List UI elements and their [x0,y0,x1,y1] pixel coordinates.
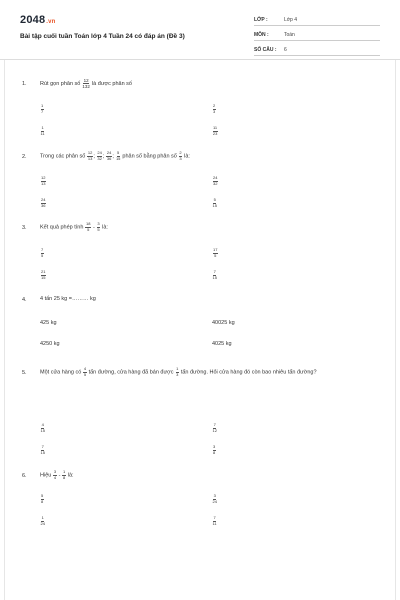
answer-option-d[interactable] [212,445,216,455]
denominator: 132 [82,84,90,89]
answer-option-a[interactable] [40,494,44,504]
numerator: 12 [83,78,89,83]
answer-option-b[interactable] [212,248,218,258]
numerator: 7 [213,422,216,427]
numerator: 7 [41,247,44,252]
question-text [40,78,132,90]
numerator: 24 [106,150,112,155]
answer-option-c[interactable] [40,270,46,280]
denominator: 15 [212,274,217,280]
answer-option-c[interactable]: 4250 kg [40,341,60,347]
question-text [40,367,380,378]
fraction [82,78,90,89]
denominator: 8 [62,474,66,480]
denominator: 5 [214,252,217,258]
denominator: 11 [40,130,45,136]
fraction [213,270,217,280]
text-segment: tấn đường. Hỏi cửa hàng đó còn bao nhiêu tấn đường? [180,369,317,376]
fraction [85,222,90,232]
numerator: 5 [117,150,120,155]
denominator: 36 [106,155,112,161]
denominator: 4 [53,474,57,480]
numerator: 21 [41,269,46,274]
text-segment: là: [67,472,74,479]
answer-option-b[interactable] [212,423,217,433]
numerator: 1 [62,469,66,474]
answer-option-d[interactable] [212,270,217,280]
fraction [213,198,217,208]
denominator: 3 [176,371,179,377]
answer-option-a[interactable] [40,176,46,186]
denominator: 3 [179,155,182,161]
text-segment: là được phân số [91,80,132,87]
denominator: 24 [40,520,45,526]
denominator: 8 [213,449,216,455]
denominator: 15 [40,427,45,433]
numerator: 2 [179,150,182,155]
answer-option-b[interactable] [212,494,217,504]
numerator: 7 [213,515,216,520]
numerator: 24 [97,150,102,155]
question-number: 3. [22,225,27,231]
fraction [41,270,46,280]
question-number: 6. [22,473,27,479]
denominator: 23 [212,130,218,136]
answer-option-d[interactable]: 4025 kg [212,341,232,347]
numerator: 3 [97,221,100,226]
answer-option-d[interactable] [212,198,217,208]
denominator: 5 [87,226,90,232]
page-title: Bài tập cuối tuần Toán lớp 4 Tuần 24 có đáp án (Đề 3) [20,33,185,40]
fraction [213,104,216,114]
logo-main: 2048 [20,14,46,26]
meta-label: MÔN : [254,32,269,38]
question-text [40,470,74,481]
fraction [116,151,120,161]
question-text: 4 tấn 25 kg =……… kg [40,296,96,302]
fraction [176,367,179,377]
text-segment: - [92,224,95,231]
numerator: 7 [213,269,216,274]
denominator: 8 [41,498,44,504]
text-segment: Hiệu [40,472,52,479]
answer-option-d[interactable] [212,516,217,526]
question-text: Trong các phân số $\frac{12}{13}$ ; $\frac{24}{32}$ ; $\frac{24}{36}$ ; $\frac{5}{15}$ phân số bằng phân số $\frac{2}{3}$ là: [40,150,190,161]
denominator: 15 [41,274,46,280]
fraction [41,494,44,504]
fraction [53,470,56,480]
numerator: 2 [213,103,216,108]
denominator: 36 [41,202,46,208]
numerator: 11 [213,125,218,130]
numerator: 5 [213,197,216,202]
fraction [87,151,92,161]
numerator: 1 [41,103,44,108]
fraction [41,126,45,136]
answer-option-a[interactable] [40,104,44,114]
numerator: 17 [213,247,218,252]
question-number: 5. [22,370,27,376]
numerator: 3 [53,469,57,474]
denominator: 13 [87,155,93,161]
text-segment: - [58,472,61,479]
fraction [41,423,45,433]
answer-option-c[interactable] [40,198,46,208]
answer-option-b[interactable] [212,104,216,114]
question-number: 1. [22,81,27,87]
denominator: 7 [41,108,44,114]
denominator: 3 [213,108,216,114]
text-segment: Trong các phân số [40,153,86,160]
answer-option-a[interactable] [40,423,45,433]
fraction [62,470,65,480]
numerator: 12 [41,175,46,180]
question-number: 4. [22,297,27,303]
numerator: 1 [41,515,44,520]
fraction [213,248,218,258]
denominator: 24 [212,498,217,504]
answer-option-d[interactable] [212,126,218,136]
denominator: 15 [212,202,217,208]
answer-option-c[interactable] [40,516,45,526]
logo-suffix: .vn [46,19,56,25]
answer-option-b[interactable]: 40025 kg [212,320,235,326]
denominator: 5 [41,252,44,258]
text-segment: Kết quả phép tính [40,224,84,231]
fraction [83,367,86,377]
denominator: 5 [83,371,87,377]
numerator: 7 [41,444,44,449]
numerator: 5 [41,493,44,498]
numerator: 1 [41,125,44,130]
text-segment: là: [184,153,190,160]
answer-option-b[interactable] [212,176,218,186]
text-segment: tấn đường, cửa hàng đã bán được [88,369,174,376]
answer-option-a[interactable]: 425 kg [40,320,57,326]
fraction [97,222,100,232]
answer-option-c[interactable] [40,445,45,455]
text-segment: Rút gọn phân số [40,80,81,87]
numerator: 18 [85,221,91,226]
numerator: 3 [213,444,216,449]
answer-option-a[interactable] [40,248,44,258]
fraction [213,516,217,526]
fraction [41,198,46,208]
denominator: 11 [212,520,217,526]
denominator: 13 [41,180,46,186]
text-segment: phân số bằng phân số [122,153,177,160]
fraction [179,151,182,161]
denominator: 5 [97,226,100,232]
numerator: 12 [87,150,93,155]
text-segment: Một cửa hàng có [40,369,82,376]
meta-value: 6 [284,47,287,53]
numerator: 1 [176,366,179,371]
fraction [41,248,44,258]
question-number: 2. [22,154,27,160]
fraction [41,516,45,526]
fraction [106,151,111,161]
fraction [41,445,45,455]
numerator: 3 [213,493,216,498]
numerator: 24 [41,197,46,202]
numerator: 4 [41,422,44,427]
denominator: 32 [97,155,102,161]
fraction [213,126,218,136]
meta-value: Toán [284,32,295,38]
denominator: 12 [212,427,217,433]
fraction [41,104,44,114]
meta-value: Lớp 4 [284,17,298,23]
text-segment: là: [102,224,108,231]
denominator: 32 [213,180,218,186]
answer-option-c[interactable] [40,126,45,136]
fraction [97,151,102,161]
fraction [213,423,217,433]
fraction [213,494,217,504]
fraction [213,445,216,455]
question-text [40,222,108,233]
meta-label: SỐ CÂU : [254,47,277,53]
fraction [41,176,46,186]
meta-label: LỚP : [254,17,268,23]
numerator: 24 [213,175,218,180]
fraction [213,176,218,186]
denominator: 15 [115,155,121,161]
denominator: 15 [40,449,45,455]
numerator: 4 [83,366,87,371]
